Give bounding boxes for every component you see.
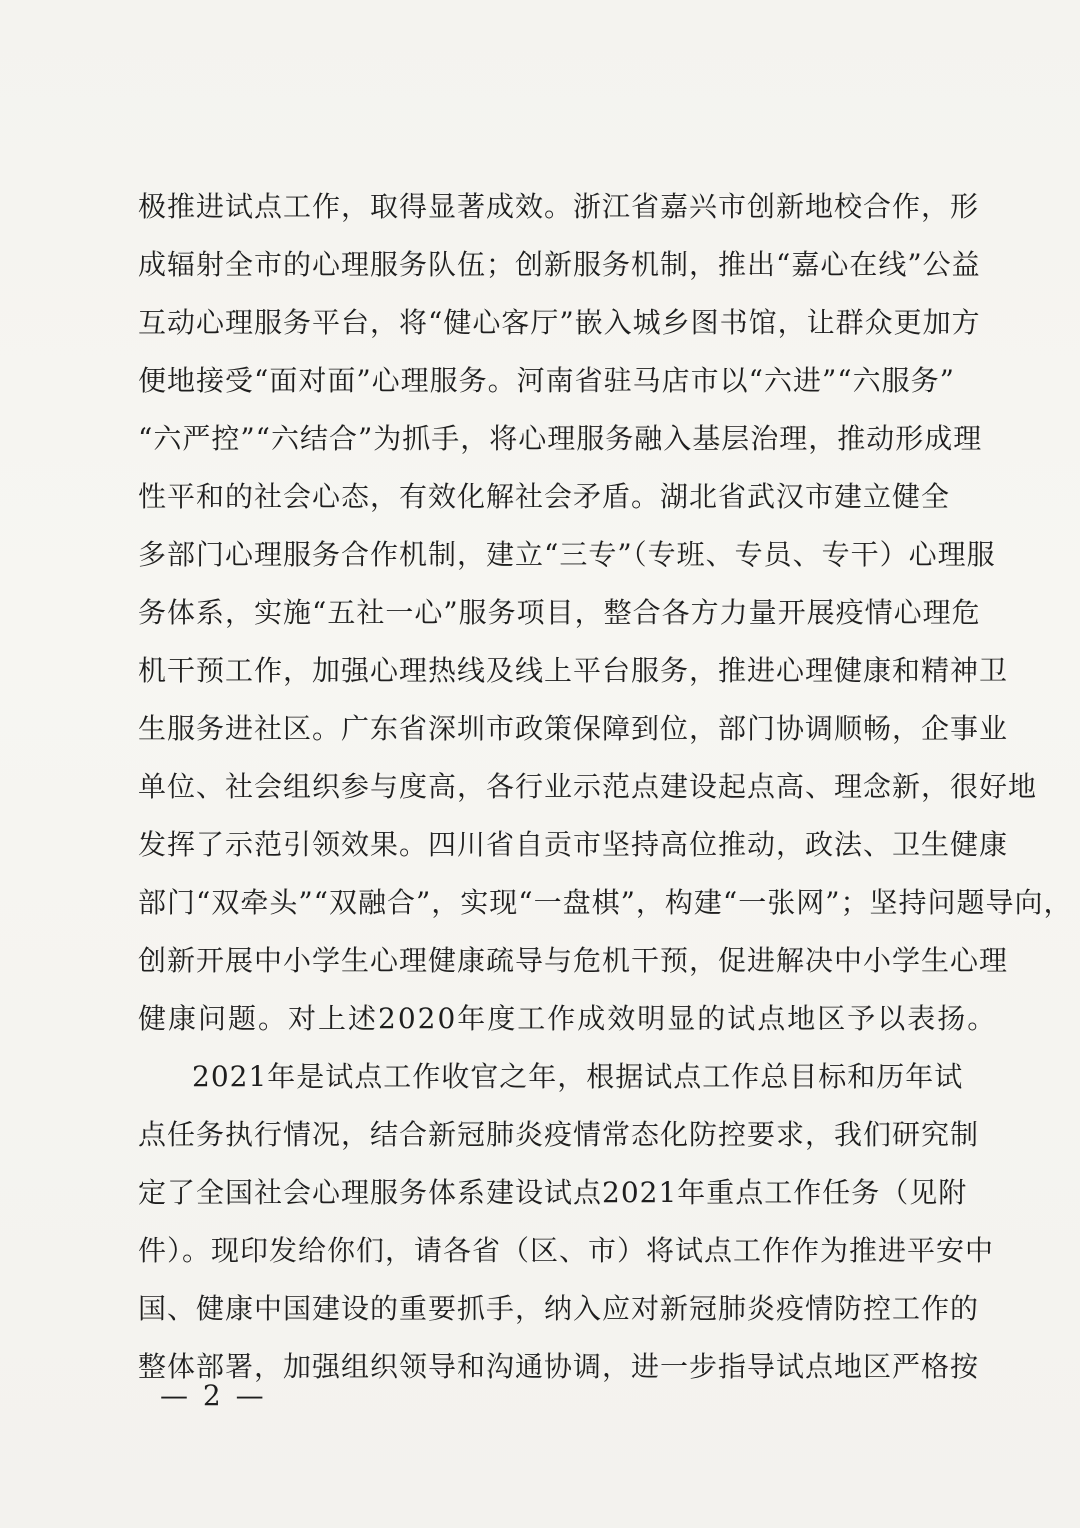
text-line: “六严控”“六结合”为抓手，将心理服务融入基层治理，推动形成理 (138, 422, 983, 455)
page-number: — 2 — (160, 1379, 264, 1412)
text-line: 生服务进社区。广东省深圳市政策保障到位，部门协调顺畅，企事业 (138, 712, 1009, 745)
text-line: 健康问题。对上述2020年度工作成效明显的试点地区予以表扬。 (138, 1002, 998, 1035)
text-line: 便地接受“面对面”心理服务。河南省驻马店市以“六进”“六服务” (138, 364, 955, 397)
text-line: 创新开展中小学生心理健康疏导与危机干预，促进解决中小学生心理 (138, 944, 1009, 977)
text-line: 部门“双牵头”“双融合”，实现“一盘棋”，构建“一张网”；坚持问题导向， (138, 886, 1073, 919)
paragraph-first-line: 2021年是试点工作收官之年，根据试点工作总目标和历年试 (192, 1060, 964, 1093)
text-line: 互动心理服务平台，将“健心客厅”嵌入城乡图书馆，让群众更加方 (138, 306, 981, 339)
text-line: 务体系，实施“五社一心”服务项目，整合各方力量开展疫情心理危 (138, 596, 981, 629)
text-line: 点任务执行情况，结合新冠肺炎疫情常态化防控要求，我们研究制 (138, 1118, 980, 1151)
text-line: 性平和的社会心态，有效化解社会矛盾。湖北省武汉市建立健全 (138, 480, 951, 513)
text-line: 发挥了示范引领效果。四川省自贡市坚持高位推动，政法、卫生健康 (138, 828, 1009, 861)
text-line: 多部门心理服务合作机制，建立“三专”（专班、专员、专干）心理服 (138, 538, 996, 571)
text-line: 机干预工作，加强心理热线及线上平台服务，推进心理健康和精神卫 (138, 654, 1009, 687)
text-line: 单位、社会组织参与度高，各行业示范点建设起点高、理念新，很好地 (138, 770, 1038, 803)
text-line: 极推进试点工作，取得显著成效。浙江省嘉兴市创新地校合作，形 (138, 190, 980, 223)
text-line: 件）。现印发给你们，请各省（区、市）将试点工作作为推进平安中 (138, 1234, 995, 1267)
text-line: 整体部署，加强组织领导和沟通协调，进一步指导试点地区严格按 (138, 1350, 980, 1383)
text-line: 成辐射全市的心理服务队伍；创新服务机制，推出“嘉心在线”公益 (138, 248, 981, 281)
text-line: 国、健康中国建设的重要抓手，纳入应对新冠肺炎疫情防控工作的 (138, 1292, 980, 1325)
text-line: 定了全国社会心理服务体系建设试点2021年重点工作任务（见附 (138, 1176, 968, 1209)
